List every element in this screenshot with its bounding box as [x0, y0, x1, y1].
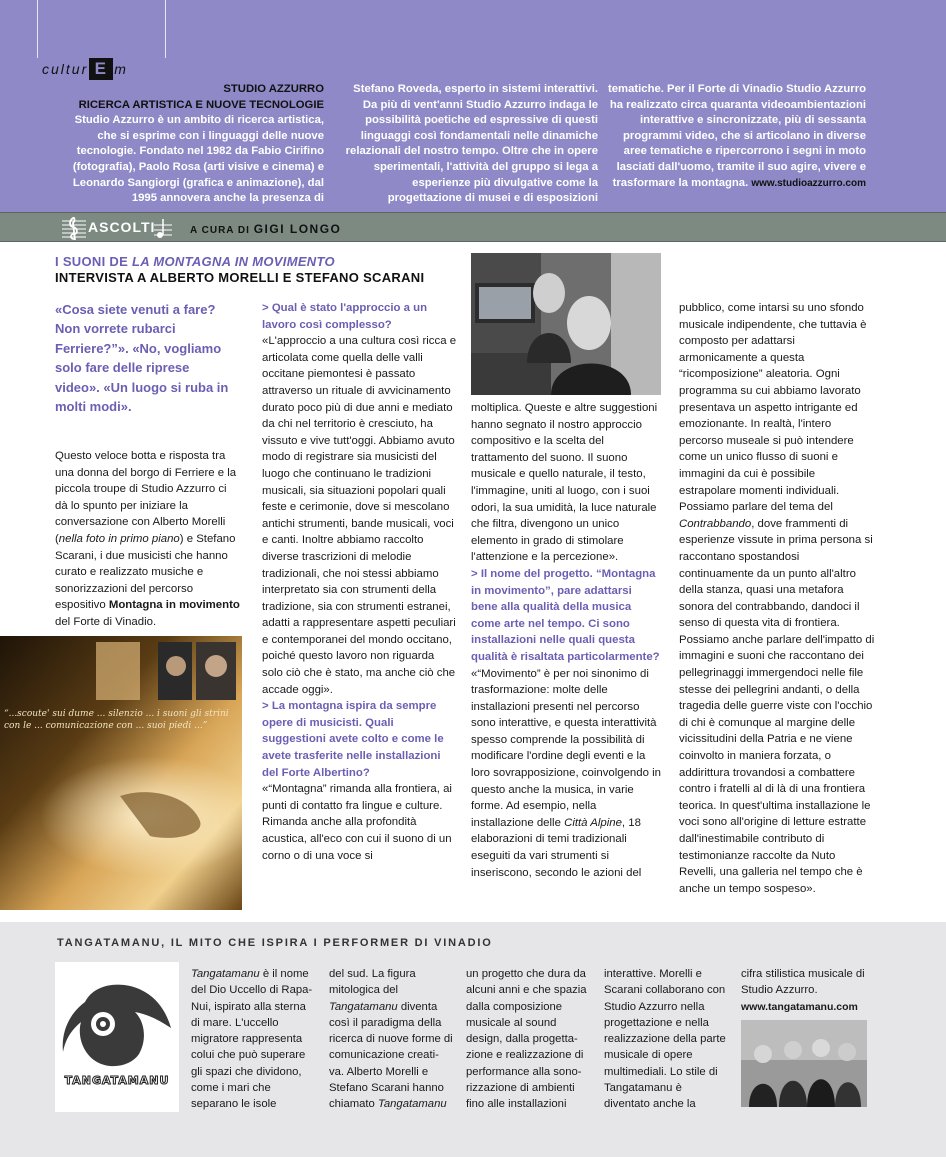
box-column-2: del sud. La figura mitologica del Tangatamanu diventa così il paradigma della ricerca di nuove forme di comunicazione creati-va. Alberto Morelli e Stefano Scarani hanno chiamato Tangatamanu — [329, 968, 453, 1111]
photo-musicians-image — [471, 253, 661, 395]
music-note-icon — [152, 217, 174, 239]
studio-subtitle: RICERCA ARTISTICA E NUOVE TECNOLOGIE — [78, 98, 324, 111]
article-column-2 — [262, 300, 458, 864]
studio-url[interactable]: www.studioazzurro.com — [751, 177, 866, 189]
treble-clef-icon — [60, 215, 88, 241]
answer: «“Movimento” è per noi sinonimo di trasformazione: molte delle installazioni presenti nel percorso sono interattive, e questa interattività spesso comprende la possibilità di modificare l'ordine degli eventi e la loro sovrapposizione, coinvolgendo in questo anche la musica, in varie forme. Ad esempio, nella installazione delle Città Alpine, 18 elaborazioni di temi tradizionali eseguiti da vari strumenti si inseriscono, secondo le azioni del — [471, 667, 661, 879]
article-column-1: Questo veloce botta e risposta tra una donna del borgo di Ferriere e la piccola troupe di Studio Azzurro ci dà lo spunto per iniziare la conversazione con Alberto Morelli (nella foto in primo piano) e Stefano Scarani, i due musicisti che hanno curato e realizzato musiche e sonorizzazioni del percorso espositivo Montagna in movimento del Forte di Vinadio. — [55, 450, 240, 628]
photo-musicians — [471, 253, 661, 395]
answer: moltiplica. Queste e altre suggestioni hanno segnato il nostro approccio compositivo e la scelta del trattamento del suono. Il suono musicale e quello naturale, il testo, l'immagine, uniti al luogo, con i suoi odori, la sua umidità, la luce naturale che filtra, divengono un unico elemento in grado di stimolare l'attenzione e la percezione». — [471, 402, 658, 564]
pull-quote: «Cosa siete venuti a fare? Non vorrete rubarci Ferriere?”». «No, vogliamo solo fare delle riprese video». «Un luogo si ruba in molti modi». — [55, 302, 229, 415]
tangatamanu-logo — [55, 962, 179, 1112]
box-column-1: Tangatamanu è il nome del Dio Uccello di Rapa-Nui, ispirato alla sterna di mare. L'uccello migratore rappresenta colui che può superare gli spazi che dividono, come i mari che separano le isole — [191, 968, 313, 1111]
box-column-5: cifra stilistica musicale di Studio Azzurro. www.tangatamanu.com — [741, 968, 865, 1013]
byline: A CURA DI GIGI LONGO — [190, 222, 342, 236]
question: > Qual è stato l'approccio a un lavoro così complesso? — [262, 302, 428, 331]
studio-title: STUDIO AZZURRO — [223, 83, 324, 95]
box-column-3: un progetto che dura da alcuni anni e che spazia dalla composizione musicale al sound design, dalla progetta-zione e realizzazione di performance alla sono-rizzazione di ambienti fino alle installazioni — [466, 968, 587, 1111]
photo-performers — [741, 1020, 867, 1107]
studio-text: tematiche. Per il Forte di Vinadio Studio Azzurro ha realizzato circa quaranta videoambientazioni interattive e sincronizzate, più di sessanta programmi video, che si articolano in diverse aree tematiche e ripercorrono i segni in moto lasciati dall'uomo, tramite il suo agire, vivere e trasformare la montagna. — [608, 83, 866, 189]
article-column-4: pubblico, come intarsi su uno sfondo musicale indipendente, che tuttavia è composto per adattarsi armonicamente a questa “ricomposizione” aleatoria. Ogni programma su cui abbiamo lavorato presentava un aspetto intrigante ed emozionante. In realtà, l'intero percorso museale si può intendere come un unico flusso di suoni e immagini da cui è possibile estrapolare momenti individuali. Possiamo parlare del tema del Contrabbando, dove frammenti di esperienze vissute in prima persona si raccontano spostandosi continuamente da un punto all'altro della stanza, quasi una metafora sonora del contrabbando, dandoci il senso di questa vita di frontiera. Possiamo anche parlare dell'impatto di immagini e suoni che raccontano dei pellegrinaggi immergendoci nelle file stesse dei pellegrini andanti, o della tragedia delle guerre viste con l'occhio di chi è comunque al margine delle vicissitudini della Patria e ne viene coinvolto in maniera forzata, o addirittura trovandosi a combattere contro i fratelli al di là di una frontiera teorica. In quest'ultima installazione le voci sono all'origine di letture estratte dall'inestimabile contributo di testimonianze raccolte da Nuto Revelli, una galleria nel tempo che è anche un tempo sospeso». — [679, 302, 875, 895]
section-logo: cultur E m — [42, 59, 128, 78]
top-column-1 — [62, 82, 324, 207]
section-label: ASCOLTI — [88, 219, 156, 235]
article-column-3 — [471, 400, 661, 881]
article-subtitle: INTERVISTA A ALBERTO MORELLI E STEFANO SCARANI — [55, 270, 425, 285]
projected-text: “...scoute' sui dume ... silenzio ... i suoni gli strini con le ... comunicazione con ... suoi piedi ...” — [4, 709, 229, 731]
bird-logo-icon — [55, 962, 179, 1112]
question: > La montagna ispira da sempre opere di musicisti. Quali suggestioni avete colto e come le avete trasferite nelle installazioni del Forte Albertino? — [262, 700, 444, 779]
photo-installation-image — [0, 636, 242, 910]
tangatamanu-url[interactable]: www.tangatamanu.com — [741, 1000, 858, 1013]
article-title: I SUONI DE LA MONTAGNA IN MOVIMENTO — [55, 254, 335, 269]
studio-text: Studio Azzurro è un ambito di ricerca artistica, che si esprime con i linguaggi delle nuove tecnologie. Fondato nel 1982 da Fabio Cirifino (fotografia), Paolo Rosa (arti visive e cinema) e Leonardo Sangiorgi (grafica e animazione), dal 1995 annovera anche la presenza di — [72, 114, 324, 205]
box-column-4: interattive. Morelli e Scarani collaborano con Studio Azzurro nella progettazione e nella realizzazione della parte musicale di opere multimediali. Lo stile di Tangatamanu è diventato anche la — [604, 968, 726, 1111]
answer: «L'approccio a una cultura così ricca e articolata come quella delle valli occitane piemontesi è passato attraverso un rituale di avvicinamento durato poco più di due anni e mediato da chi nel territorio è cresciuto, ha vissuto e vive tutt'oggi. Abbiamo avuto modo di registrare sia musicisti del luogo che continuano le tradizioni musicali, sia situazioni popolari quali feste e cerimonie, dove si mescolano antichi strumenti, bande musicali, voci e canti. Inoltre abbiamo raccolto diverse trascrizioni di melodie tradizionali, che noi stessi abbiamo interpretato sia con strumenti della tradizione, sia con strumenti estranei, adatti a rappresentare aspetti peculiari e contemporanei del mondo occitano, poiché questo lavoro non riguarda solo ciò che è stato, ma anche ciò che accade oggi». — [262, 335, 457, 696]
photo-performers-image — [741, 1020, 867, 1107]
header-rule — [37, 0, 38, 58]
logo-wordmark: TANGATAMANU — [64, 1074, 170, 1087]
question: > Il nome del progetto. “Montagna in movimento”, pare adattarsi bene alla qualità della musica come arte nel tempo. Ci sono installazioni nelle quali questa qualità è risaltata particolarmente? — [471, 567, 660, 663]
photo-installation — [0, 636, 242, 910]
studio-text: Stefano Roveda, esperto in sistemi interattivi. Da più di vent'anni Studio Azzurro indaga le possibilità poetiche ed espressive di questi linguaggi così fondamentali nelle dinamiche relazionali del nostro tempo. Oltre che in opere sperimentali, l'attività del gruppo si lega a esperienze più divulgative come la progettazione di musei e di esposizioni — [345, 83, 598, 205]
box-title: TANGATAMANU, IL MITO CHE ISPIRA I PERFORMER DI VINADIO — [57, 937, 493, 949]
answer: «“Montagna” rimanda alla frontiera, ai punti di contatto fra lingue e culture. Rimanda anche alla profondità acustica, all'eco con cui il suono di un corno o di una voce si — [262, 783, 452, 862]
header-rule — [165, 0, 166, 58]
top-column-2 — [336, 82, 598, 207]
top-column-3 — [604, 82, 866, 191]
